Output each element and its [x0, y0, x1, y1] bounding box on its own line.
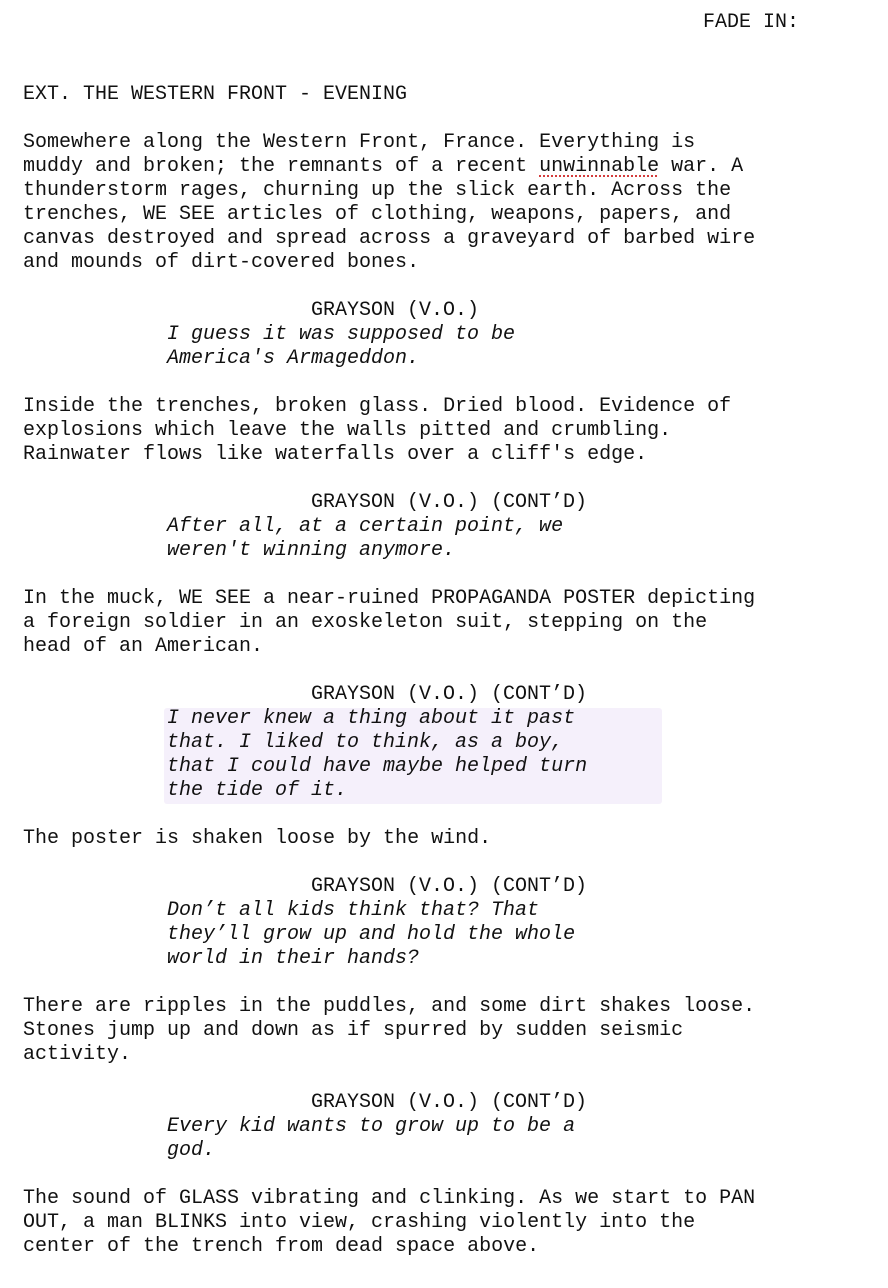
action-line: In the muck, WE SEE a near-ruined PROPAGANDA POSTER depicting	[23, 587, 756, 610]
character-name: GRAYSON (V.O.) (CONT’D)	[311, 875, 588, 898]
dialogue-line: that. I liked to think, as a boy,	[167, 731, 564, 754]
action-line: a foreign soldier in an exoskeleton suit, stepping on the	[23, 611, 708, 634]
dialogue-line: Every kid wants to grow up to be a	[167, 1115, 576, 1138]
dialogue-line: I guess it was supposed to be	[167, 323, 516, 346]
dialogue-line: they’ll grow up and hold the whole	[167, 923, 576, 946]
dialogue-line: world in their hands?	[167, 947, 420, 970]
action-line: trenches, WE SEE articles of clothing, weapons, papers, and	[23, 203, 732, 226]
action-line: Stones jump up and down as if spurred by sudden seismic	[23, 1019, 684, 1042]
action-line: canvas destroyed and spread across a graveyard of barbed wire	[23, 227, 756, 250]
character-name: GRAYSON (V.O.) (CONT’D)	[311, 683, 588, 706]
action-line: explosions which leave the walls pitted and crumbling.	[23, 419, 672, 442]
action-line: There are ripples in the puddles, and some dirt shakes loose.	[23, 995, 756, 1018]
action-line: center of the trench from dead space above.	[23, 1235, 540, 1258]
character-name: GRAYSON (V.O.) (CONT’D)	[311, 1091, 588, 1114]
action-line: head of an American.	[23, 635, 264, 658]
dialogue-line: America's Armageddon.	[167, 347, 420, 370]
transition: FADE IN:	[703, 11, 800, 34]
dialogue-line: I never knew a thing about it past	[167, 707, 576, 730]
dialogue-line: Don’t all kids think that? That	[167, 899, 540, 922]
dialogue-line: After all, at a certain point, we	[167, 515, 564, 538]
spellcheck-flagged-word[interactable]: unwinnable	[539, 155, 660, 178]
action-text: muddy and broken; the remnants of a recent	[23, 155, 540, 178]
action-line: OUT, a man BLINKS into view, crashing violently into the	[23, 1211, 696, 1234]
action-line: Somewhere along the Western Front, France. Everything is	[23, 131, 696, 154]
action-line: The sound of GLASS vibrating and clinking. As we start to PAN	[23, 1187, 756, 1210]
action-line: thunderstorm rages, churning up the slick earth. Across the	[23, 179, 732, 202]
character-name: GRAYSON (V.O.)	[311, 299, 480, 322]
character-name: GRAYSON (V.O.) (CONT’D)	[311, 491, 588, 514]
action-text: war. A	[659, 155, 744, 178]
action-line: activity.	[23, 1043, 132, 1066]
dialogue-line: weren't winning anymore.	[167, 539, 456, 562]
action-line	[23, 155, 743, 179]
action-line: The poster is shaken loose by the wind.	[23, 827, 492, 850]
action-line: Inside the trenches, broken glass. Dried blood. Evidence of	[23, 395, 732, 418]
action-line: Rainwater flows like waterfalls over a cliff's edge.	[23, 443, 648, 466]
dialogue-line: that I could have maybe helped turn	[167, 755, 588, 778]
action-line: and mounds of dirt-covered bones.	[23, 251, 420, 274]
dialogue-line: god.	[167, 1139, 216, 1162]
dialogue-line: the tide of it.	[167, 779, 348, 802]
scene-heading: EXT. THE WESTERN FRONT - EVENING	[23, 83, 408, 106]
